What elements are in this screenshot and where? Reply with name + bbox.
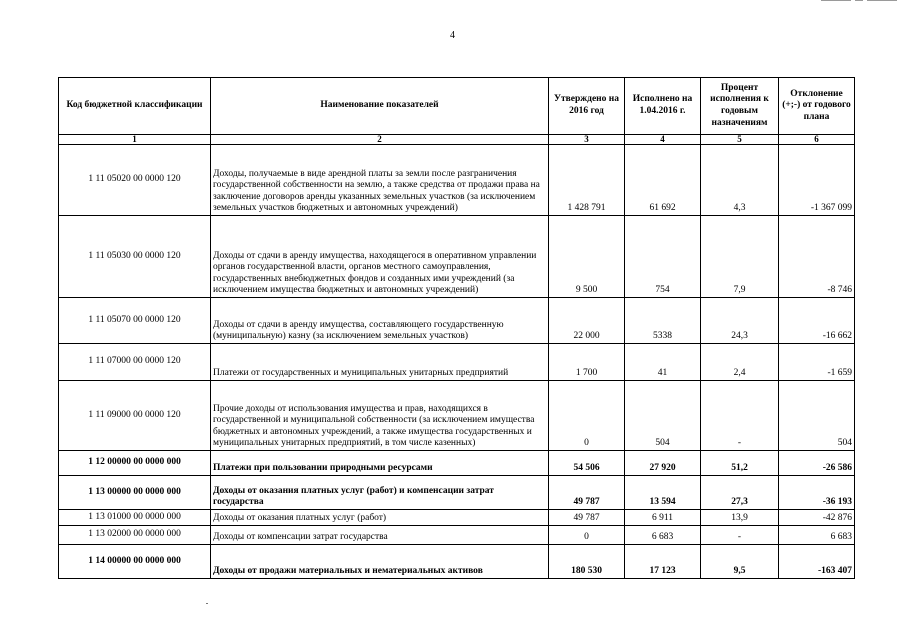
percent-cell: 7,9 [701,216,779,298]
approved-cell: 49 787 [549,476,625,510]
column-number: 4 [625,135,701,145]
budget-code-cell: 1 14 00000 00 0000 000 [59,545,211,579]
table-row [59,216,855,298]
executed-cell: 6 911 [625,510,701,526]
header-indicator-name: Наименование показателей [211,78,549,135]
table-row [59,510,855,526]
executed-cell: 6 683 [625,526,701,545]
table-row [59,476,855,510]
percent-cell: 4,3 [701,145,779,216]
budget-code-cell: 1 11 07000 00 0000 120 [59,344,211,381]
deviation-cell: 6 683 [779,526,855,545]
deviation-cell: -42 876 [779,510,855,526]
table-header-row [59,78,855,135]
percent-cell: - [701,526,779,545]
column-number: 1 [59,135,211,145]
percent-cell: - [701,381,779,451]
percent-cell: 27,3 [701,476,779,510]
indicator-name-cell: Платежи при пользовании природными ресурсами [211,451,549,476]
percent-cell: 13,9 [701,510,779,526]
approved-cell: 54 506 [549,451,625,476]
deviation-cell: -8 746 [779,216,855,298]
deviation-cell: -26 586 [779,451,855,476]
budget-code-cell: 1 13 00000 00 0000 000 [59,476,211,510]
header-deviation: Отклонение (+;-) от годового плана [779,78,855,135]
approved-cell: 0 [549,381,625,451]
column-number: 6 [779,135,855,145]
budget-code-cell: 1 13 02000 00 0000 000 [59,526,211,545]
indicator-name-cell: Доходы от оказания платных услуг (работ) и компенсации затрат государства [211,476,549,510]
approved-cell: 22 000 [549,298,625,344]
approved-cell: 1 428 791 [549,145,625,216]
header-budget-code: Код бюджетной классификации [59,78,211,135]
scan-artifact-marks [821,0,901,3]
executed-cell: 41 [625,344,701,381]
budget-code-cell: 1 11 05020 00 0000 120 [59,145,211,216]
deviation-cell: -163 407 [779,545,855,579]
indicator-name-cell: Доходы от продажи материальных и нематериальных активов [211,545,549,579]
indicator-name-cell: Доходы от компенсации затрат государства [211,526,549,545]
table-row [59,145,855,216]
percent-cell: 9,5 [701,545,779,579]
budget-code-cell: 1 11 09000 00 0000 120 [59,381,211,451]
percent-cell: 24,3 [701,298,779,344]
indicator-name-cell: Доходы от сдачи в аренду имущества, находящегося в оперативном управлении органов государственной власти, органов местного самоуправления, государственных внебюджетных фондов и созданных ими учреждений (за исключением имущества бюджетных и автономных учреждений) [211,216,549,298]
budget-code-cell: 1 12 00000 00 0000 000 [59,451,211,476]
budget-execution-table [58,77,855,579]
approved-cell: 49 787 [549,510,625,526]
executed-cell: 13 594 [625,476,701,510]
executed-cell: 5338 [625,298,701,344]
header-approved: Утверждено на 2016 год [549,78,625,135]
table-row [59,451,855,476]
column-number: 3 [549,135,625,145]
budget-code-cell: 1 11 05030 00 0000 120 [59,216,211,298]
table-row [59,298,855,344]
deviation-cell: 504 [779,381,855,451]
approved-cell: 180 530 [549,545,625,579]
executed-cell: 27 920 [625,451,701,476]
header-executed: Исполнено на 1.04.2016 г. [625,78,701,135]
scan-dot [206,603,208,604]
indicator-name-cell: Доходы, получаемые в виде арендной платы за земли после разграничения государственной собственности на землю, а также средства от продажи права на заключение договоров аренды указанных земельных участков (за исключением земельных участков бюджетных и автономных учреждений) [211,145,549,216]
budget-code-cell: 1 13 01000 00 0000 000 [59,510,211,526]
table-row [59,526,855,545]
table-row [59,344,855,381]
indicator-name-cell: Прочие доходы от использования имущества и прав, находящихся в государственной и муниципальной собственности (за исключением имущества бюджетных и автономных учреждений, а также имущества государственных и муниципальных унитарных предприятий, в том числе казенных) [211,381,549,451]
deviation-cell: -1 659 [779,344,855,381]
executed-cell: 754 [625,216,701,298]
approved-cell: 9 500 [549,216,625,298]
executed-cell: 17 123 [625,545,701,579]
deviation-cell: -36 193 [779,476,855,510]
column-number-row [59,135,855,145]
indicator-name-cell: Доходы от сдачи в аренду имущества, составляющего государственную (муниципальную) казну (за исключением земельных участков) [211,298,549,344]
executed-cell: 61 692 [625,145,701,216]
indicator-name-cell: Доходы от оказания платных услуг (работ) [211,510,549,526]
approved-cell: 1 700 [549,344,625,381]
percent-cell: 51,2 [701,451,779,476]
executed-cell: 504 [625,381,701,451]
deviation-cell: -16 662 [779,298,855,344]
indicator-name-cell: Платежи от государственных и муниципальных унитарных предприятий [211,344,549,381]
page-number: 4 [450,30,455,41]
header-percent: Процент исполнения к годовым назначениям [701,78,779,135]
deviation-cell: -1 367 099 [779,145,855,216]
budget-code-cell: 1 11 05070 00 0000 120 [59,298,211,344]
table-row [59,545,855,579]
column-number: 5 [701,135,779,145]
approved-cell: 0 [549,526,625,545]
percent-cell: 2,4 [701,344,779,381]
column-number: 2 [211,135,549,145]
table-row [59,381,855,451]
